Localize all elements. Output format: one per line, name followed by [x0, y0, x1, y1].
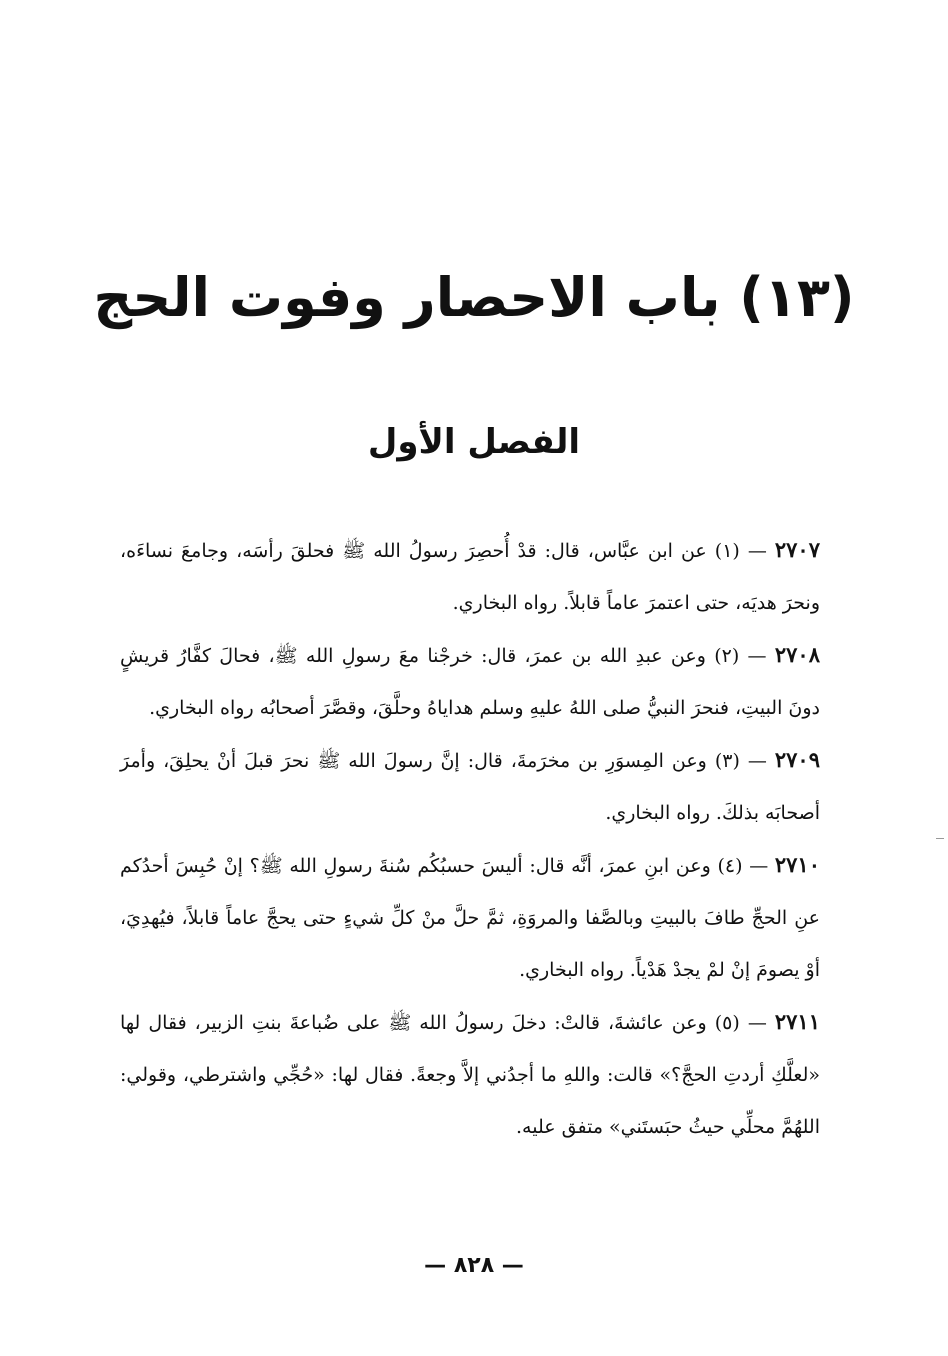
hadith-index: (٥) [714, 1012, 740, 1034]
hadith-index: (٣) [714, 750, 740, 772]
hadith-text: وعن عبدِ الله بن عمرَ، قال: خرجْنا معَ رسولِ الله ﷺ، فحالَ كفَّارُ قريشٍ دونَ البيتِ، فنحرَ النبيُّ صلى اللهُ عليهِ وسلم هداياهُ وحلَّقَ، وقصَّرَ أصحابُه رواه البخاري. [120, 645, 820, 719]
section-title: الفصل الأول [367, 422, 581, 462]
page-number: — ٨٢٨ — [424, 1253, 524, 1278]
hadith-text: وعن عائشةَ، قالتْ: دخلَ رسولُ الله ﷺ على ضُباعةَ بنتِ الزبير، فقال لها «لعلَّكِ أردتِ الحجَّ؟» قالت: واللهِ ما أجدُني إلاَّ وجعةً. فقال لها: «حُجِّي واشترطي، وقولي: اللهُمَّ محلِّي حيثُ حبَستَني» متفق عليه. [120, 1012, 820, 1138]
dash-separator: — [739, 645, 767, 667]
hadith-2709 [120, 734, 820, 839]
hadith-number: ٢٧٠٧ [774, 537, 820, 562]
hadith-2711 [120, 996, 820, 1153]
hadith-text: عن ابن عبَّاس، قال: قدْ أُحصِرَ رسولُ الله ﷺ فحلقَ رأسَه، وجامعَ نساءَه، ونحرَ هديَه، حتى اعتمرَ عاماً قابلاً. رواه البخاري. [120, 540, 820, 614]
chapter-title: (١٣) باب الاحصار وفوت الحج [93, 266, 855, 329]
hadith-number: ٢٧٠٩ [774, 747, 820, 772]
hadith-index: (٤) [717, 855, 743, 877]
margin-mark [936, 838, 944, 839]
dash-separator: — [739, 1012, 767, 1034]
dash-separator: — [742, 855, 769, 877]
hadith-2710 [120, 839, 820, 996]
hadith-list [120, 524, 820, 1153]
hadith-text: وعن ابنِ عمرَ، أنَّه قال: أليسَ حسبُكُم سُنةَ رسولِ الله ﷺ؟ إنْ حُبِسَ أحدُكم عنِ الحجِّ طافَ بالبيتِ وبالصَّفا والمروَةِ، ثمَّ حلَّ منْ كلِّ شيءٍ حتى يحجَّ عاماً قابلاً، فيُهدِيَ، أوْ يصومَ إنْ لمْ يجدْ هَدْياً. رواه البخاري. [120, 855, 820, 981]
hadith-index: (٢) [714, 645, 740, 667]
hadith-2708 [120, 629, 820, 734]
hadith-number: ٢٧٠٨ [774, 642, 820, 667]
hadith-2707 [120, 524, 820, 629]
dash-separator: — [739, 540, 767, 562]
hadith-text: وعن المِسوَرِ بن مخرَمةَ، قال: إنَّ رسولَ الله ﷺ نحرَ قبلَ أنْ يحلِقَ، وأمرَ أصحابَه بذلكَ. رواه البخاري. [120, 750, 820, 824]
dash-separator: — [739, 750, 767, 772]
hadith-number: ٢٧١١ [774, 1009, 820, 1034]
hadith-number: ٢٧١٠ [774, 852, 820, 877]
hadith-index: (١) [714, 540, 740, 562]
